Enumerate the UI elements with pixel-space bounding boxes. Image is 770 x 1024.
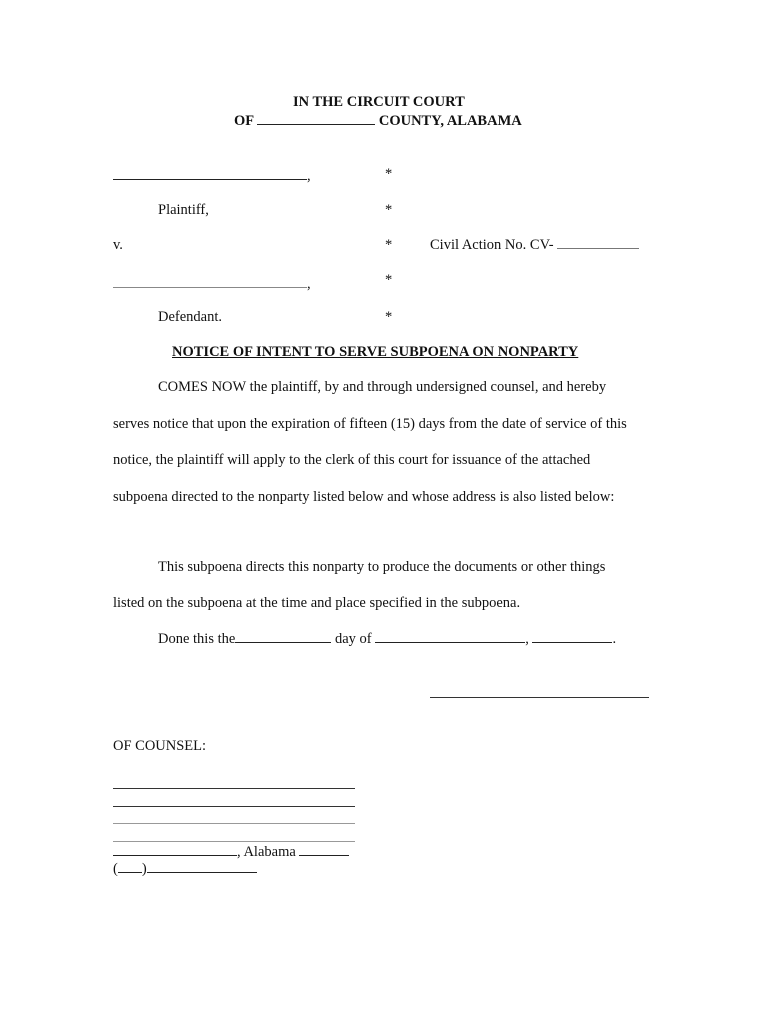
defendant-name-field: [113, 276, 311, 293]
area-code-blank[interactable]: [118, 872, 142, 873]
body-line: COMES NOW the plaintiff, by and through undersigned counsel, and hereby: [158, 379, 607, 395]
body-line: listed on the subpoena at the time and place specified in the subpoena.: [113, 595, 521, 611]
plaintiff-name-field: [113, 168, 311, 185]
court-heading: IN THE CIRCUIT COURT: [293, 94, 465, 110]
month-blank[interactable]: [375, 642, 525, 643]
body-line: This subpoena directs this nonparty to produce the documents or other things: [158, 559, 606, 575]
paren-close: ): [141, 861, 147, 877]
date-line: [158, 631, 616, 648]
counsel-name-line[interactable]: [113, 788, 355, 789]
plaintiff-label: Plaintiff,: [158, 202, 209, 218]
phone-line: [113, 861, 257, 878]
body-line: notice, the plaintiff will apply to the clerk of this court for issuance of the attached: [113, 452, 591, 468]
period: .: [612, 631, 617, 647]
civil-action-number: [430, 237, 639, 254]
city-blank[interactable]: [113, 855, 237, 856]
defendant-name-blank[interactable]: [113, 287, 307, 288]
day-blank[interactable]: [235, 642, 331, 643]
paren-open: (: [113, 861, 118, 877]
alabama-text: , Alabama: [237, 844, 296, 860]
day-of-text: day of: [334, 631, 372, 647]
signature-line[interactable]: [430, 697, 649, 698]
of-counsel-label: OF COUNSEL:: [113, 738, 207, 754]
county-heading: [234, 113, 522, 130]
asterisk: *: [385, 166, 393, 182]
plaintiff-name-blank[interactable]: [113, 179, 307, 180]
counsel-firm-line[interactable]: [113, 806, 355, 807]
counsel-address-line[interactable]: [113, 823, 355, 824]
asterisk: *: [385, 237, 393, 253]
done-this-text: Done this the: [158, 631, 236, 647]
comma: ,: [525, 631, 529, 647]
document-title: NOTICE OF INTENT TO SERVE SUBPOENA ON NONPARTY: [172, 344, 579, 360]
phone-blank[interactable]: [147, 872, 257, 873]
body-line: serves notice that upon the expiration of fifteen (15) days from the date of service of this: [113, 416, 627, 432]
county-text: COUNTY, ALABAMA: [378, 113, 522, 129]
of-text: OF: [234, 113, 254, 129]
asterisk: *: [385, 202, 393, 218]
body-line: subpoena directed to the nonparty listed below and whose address is also listed below:: [113, 489, 615, 505]
counsel-address-line-2[interactable]: [113, 841, 355, 842]
case-number-blank[interactable]: [557, 248, 639, 249]
comma: ,: [307, 276, 311, 292]
city-state-zip-line: [113, 844, 349, 861]
zip-blank[interactable]: [299, 855, 349, 856]
year-blank[interactable]: [532, 642, 612, 643]
county-blank[interactable]: [257, 124, 375, 125]
comma: ,: [307, 168, 311, 184]
defendant-label: Defendant.: [158, 309, 223, 325]
versus-label: v.: [113, 237, 123, 253]
asterisk: *: [385, 309, 393, 325]
civil-action-label: Civil Action No. CV-: [430, 237, 554, 253]
asterisk: *: [385, 272, 393, 288]
